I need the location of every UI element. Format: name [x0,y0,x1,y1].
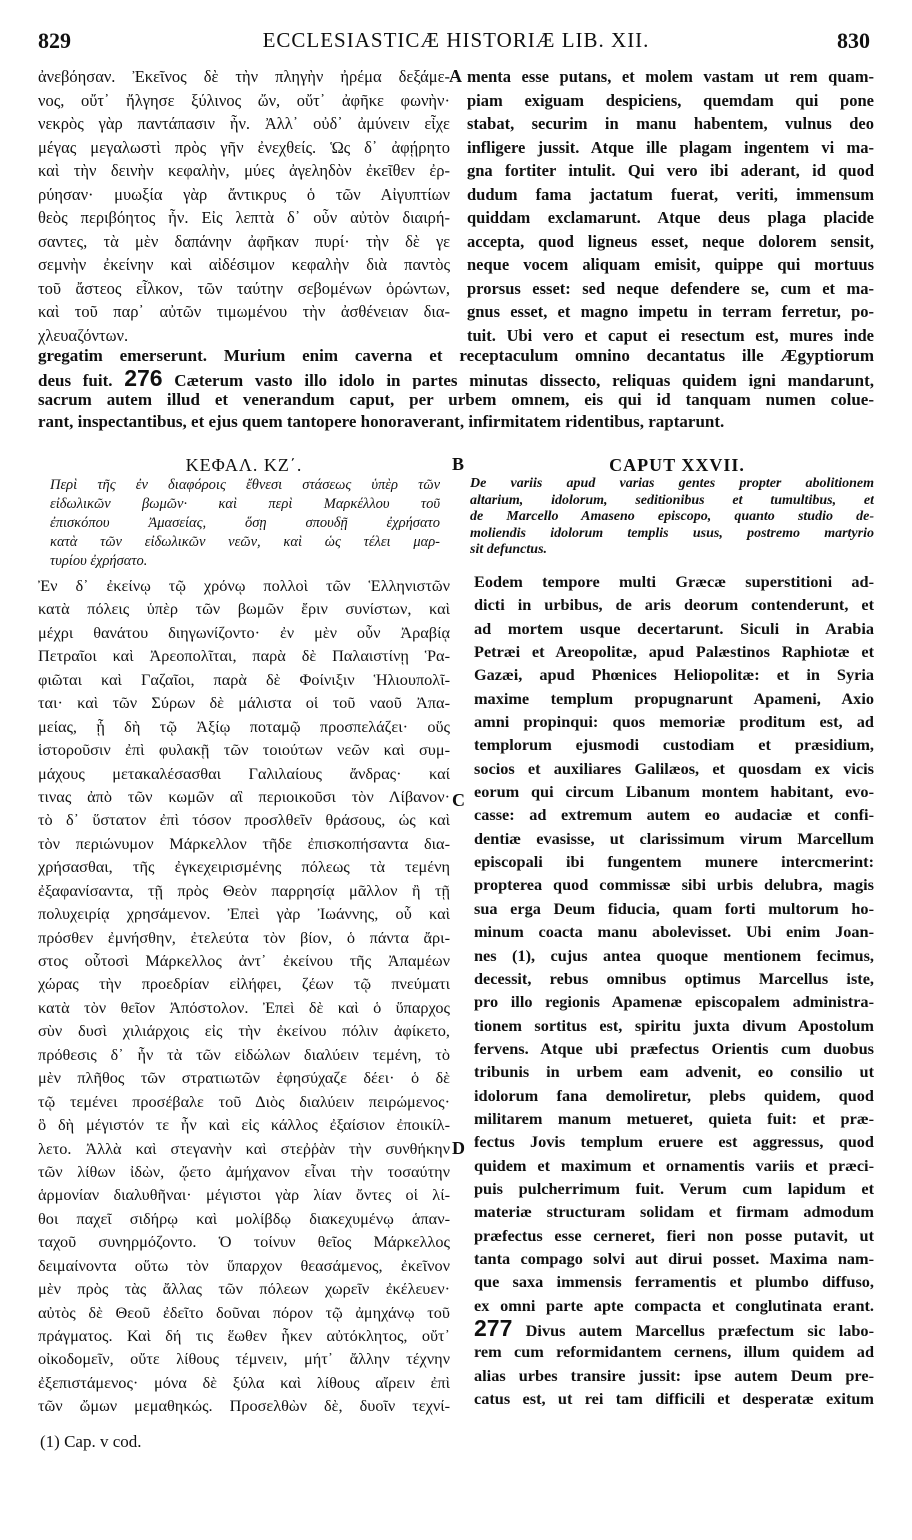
text-line: Περὶ τῆς ἐν διαφόροις ἔθνεσι στάσεως ὑπὲρ τῶν [50,477,440,493]
text-line: Πετραῖοι καὶ Ἀρεοπολῖται, παρὰ δὲ Παλαιστίνῃ Ῥα- [38,646,450,666]
text-line: sit defunctus. [470,542,548,557]
text-line: tionem sortitus est, spiritu juxta divum Apostolum [474,1015,874,1035]
latin-chapter-heading: CAPUT XXVII. [609,455,745,475]
text-line: τὸν περιώνυμον Μάρκελλον τῆδε ἐπισκοπήσαντα δια- [38,833,450,853]
text-line: κατὰ τὸν θεῖον Ἀπόστολον. Ἐπεὶ δὲ καὶ ὁ ὕπαρχος [38,997,450,1017]
margin-marker-d: D [452,1138,465,1158]
text-line: μὲν πρὸς τὰς ἄλλας τῶν πόλεων χωρεῖν ἐκέλευεν· [38,1279,450,1299]
greek-chapter-argument [50,476,440,571]
text-line: ex omni parte apte compacta et conglutinata erant. [474,1295,874,1315]
section-number-277: 277 [474,1317,513,1341]
text-line: minum coacta manu abolevisset. Ubi enim Joan- [474,922,874,942]
full-width-latin-paragraph [38,345,874,433]
text-line: ταχοῦ συνηρμόζοντο. Ὁ τοίνυν θεῖος Μάρκελλος [38,1232,450,1252]
running-title: ECCLESIASTICÆ HISTORIÆ LIB. XII. [262,28,650,52]
text-line: τινας ἀπὸ τῶν κωμῶν αἳ περιοικοῦσι τὸν Λίβανον· [38,786,450,806]
text-line: amni propinqui: quos memoriæ proditum est, ad [474,712,874,732]
text-line: tanta compago solvi aut dirui posset. Maxima nam- [474,1248,874,1268]
greek-column-top [38,65,450,347]
text-line: propterea quod commissæ sibi urbis delubra, magis [474,875,874,895]
text-line: Petræi et Areopolitæ, apud Palæstinos Raphiotæ et [474,642,874,662]
text-line: catus est, ut rei tam difficili et desperatæ exitum [474,1389,874,1409]
text-line: σὺν δυσὶ χιλιάρχοις εἰς τὴν ἐκείνου πόλιν ἀφίκετο, [38,1021,450,1041]
text-line: fectus Jovis templum eruere est aggressus, quod [474,1132,874,1152]
text-line: ρύησαν· μυωξία γὰρ ἄντικρυς ὁ τῶν Αἰγυπτίων [38,184,450,204]
latin-column-main [474,570,874,1410]
text-line: στος οὗτοσὶ Μάρκελλος ἀντ᾽ ἐκείνου τῆς Ἀπαμέων [38,951,450,970]
text-line: φιῶται καὶ Γαζαῖοι, παρὰ δὲ Φοίνιξιν Ἡλιουπολῖ- [38,669,450,689]
text-line: militarem manum metueret, quieta fuit: et præ- [474,1108,874,1128]
text-line: eorum qui circum Libanum montem habitant, evo- [474,782,874,802]
text-line: μέχρι θανάτου διηγωνίζοντο· ἐν μὲν οὖν Ἀραβίᾳ [38,622,450,642]
text-line: αὐτὸς δὲ Θεοῦ ἐδεῖτο δοῦναι πόρον τῷ ἀμηχάνῳ τοῦ [38,1302,450,1322]
text-line: πολυχειρίᾳ χρησάμενον. Ἐπεὶ γὰρ Ἰωάννης, οὗ καὶ [38,904,450,924]
text-line: δειμαίνοντα οὕτω τὸν ὕπαρχον θεασάμενος, ἐκεῖνον [38,1255,450,1275]
text-line: λετο. Ἀλλὰ καὶ στεγανὴν καὶ στεῤῥὰν τὴν συνθήκην [38,1138,450,1158]
text-line: ἱστοροῦσιν ἐπὶ φυλακῇ τῶν τοιούτων νεῶν καὶ συμ- [38,740,450,760]
text-line: stabat, securim in manu habentem, vulnus deo [467,114,874,133]
text-line: moliendis idolorum templis usus, postremo martyrio [470,525,874,541]
section-number-276: 276 [124,367,163,389]
text-line: χρήσασθαι, τῆς ἐγκεχειρισμένης πόλεως τὰ τεμένη [38,857,450,877]
text-line: menta esse putans, et molem vastam ut rem quam- [467,67,874,86]
text-line: θοι παχεῖ σιδήρῳ καὶ μολίβδῳ διακεχυμένῳ ἁπαν- [38,1208,450,1228]
text-line: gna fortiter intulit. Qui vero ibi aderant, id quod [467,161,874,180]
text-line: que saxa immensis ferramentis et plumbo diffuso, [474,1272,874,1292]
text-line: μείας, ᾗ δὴ τῷ Ἀξίῳ ποταμῷ προσπελάζει· οὕς [38,716,450,736]
text-line: casse: ad extremum autem eo audaciæ et confi- [474,805,874,825]
text-line: pro illo regionis Apamenæ episcopalem administra- [474,992,874,1012]
text-line: εἰδωλικῶν βωμῶν· καὶ περὶ Μαρκέλλου τοῦ [50,496,440,512]
margin-marker-b: B [452,454,465,474]
text-line: καὶ τοῦ παρ᾽ αὐτῶν τιμωμένου τὴν ἀσθένειαν δια- [38,302,450,321]
text-line: piam exiguam despiciens, quemdam qui pone [467,90,874,110]
text-line: socios et auxiliares Galilæos, et quosdam ex vicis [474,758,874,778]
left-page-number: 829 [38,28,71,53]
text-line: præfectus esse cerneret, fieri non posse putavit, ut [474,1225,874,1245]
text-line: gregatim emerserunt. Murium enim caverna et receptaculum omnino decantatus ille Ægyptiorum [38,346,874,365]
text-line: κατὰ πόλεις ὑπὲρ τῶν βωμῶν ἔριν συνίστων, καὶ [38,599,450,619]
text-line: nes (1), cujus antea quoque mentionem fecimus, [474,945,874,965]
text-line: τῶν λίθων ἰδὼν, ᾤετο ἀμήχανον εἶναι τὴν τοσαύτην [38,1161,450,1181]
text-line: decessit, rebus omnibus optimus Marcellus iste, [474,968,874,988]
text-line: ἀνεβόησαν. Ἐκεῖνος δὲ τὴν πληγὴν ἠρέμα δεξάμε- [38,67,450,86]
text-line: idolorum fana demoliretur, plebs quidem, quod [474,1085,874,1105]
text-line [38,367,874,389]
text-line: gnus esset, et magno impetu in terram ferretur, po- [467,302,874,321]
text-line [474,1317,874,1340]
text-line: accepta, quod ligneus esset, neque dolorem sensit, [467,231,874,251]
text-line: νος, οὔτ᾽ ἤλγησε ξύλινος ὤν, οὔτ᾽ ἀφῆκε φωνὴν· [38,90,450,110]
text-line: Eodem tempore multi Græcæ superstitioni ad- [474,572,874,591]
text-line: dudum fama jactatum fuerat, veriti, immensum [467,184,874,204]
text-line: dentiæ evasisse, ut clarissimum virum Marcellum [474,828,874,848]
text-line: de Marcello Amaseno episcopo, quanto studio de- [470,509,874,524]
text-line: infligere jussit. Atque ille plagam ingentem vi ma- [467,137,874,157]
text-line: ἐπισκόπου Ἀμασείας, ὅσῃ σπουδῇ ἐχρήσατο [50,515,440,531]
text-line: tribunis in urbem eam advenit, eo consilio ut [474,1062,874,1082]
text-line: τυρίου ἐχρήσατο. [50,553,148,569]
footnote: (1) Cap. v cod. [40,1432,142,1451]
text-line: episcopali ibi fungentem munere intercmerint: [474,852,874,872]
text-line: σεμνὴν ἐκείνην καὶ αἰδέσιμον κεφαλὴν διὰ παντὸς [38,255,450,274]
text-line: Gazæi, apud Phœnices Heliopolitæ: et in Syria [474,665,874,685]
text-fragment: deus fuit. [38,371,113,389]
text-line: prorsus esset: sed neque defendere se, cum et ma- [467,278,874,298]
margin-marker-a: A [449,66,462,86]
text-line: quiddam exclamarunt. Atque deus plaga placide [467,208,874,227]
text-line: puis pulcherrimum fuit. Verum cum lapidum et [474,1178,874,1198]
text-line: sua erga Deum fiducia, quam forti multorum ho- [474,898,874,918]
text-line: ἐξεπιστάμενος· μόνα δὲ ξύλα καὶ λίθους αἴρειν ἐπὶ [38,1372,450,1392]
right-page-number: 830 [837,28,870,53]
text-line: τῷ τεμένει προσέβαλε τοῦ Διὸς διαλύειν πειρώμενος· [38,1091,450,1111]
text-line: maxime templum propugnarunt Apameni, Axio [474,688,874,708]
text-line: ται· καὶ τῶν Σύρων δὲ μάλιστα οἱ τοῦ ναοῦ Ἀπα- [38,693,450,713]
text-line: altarium, idolorum, seditionibus et tumultibus, et [470,492,874,508]
text-line: νεκρὸς γὰρ παντάπασιν ἦν. Ἀλλ᾽ οὐδ᾽ ἀμύνειν εἶχε [38,114,450,133]
text-fragment: Divus autem Marcellus præfectum sic labo- [525,1321,874,1340]
text-line: fervens. Atque ubi præfectus Orientis cum duobus [474,1038,874,1058]
latin-chapter-argument [470,476,874,559]
text-line: καὶ τὴν δεινὴν κεφαλὴν, μύες ἀγεληδὸν ἐκεῖθεν ἐρ- [38,161,450,180]
text-line: τοῦ ἄστεος εἷλκον, τῶν ταύτην σεβομένων ὁρώντων, [38,278,450,298]
text-line: ἐξαφανίσαντα, τῇ πρὸς Θεὸν παρρησίᾳ μᾶλλον ἢ τῇ [38,880,450,900]
text-line: ad mortem usque decertarunt. Siculi in Arabia [474,618,874,638]
text-line: rem cum reformidantem cernens, illum quidem ad [474,1342,874,1362]
text-line: tuit. Ubi vero et caput ei resectum est, mures inde [467,325,874,345]
greek-column-main [38,574,450,1418]
text-line: dicti in urbibus, de aris deorum contenderunt, et [474,595,874,615]
margin-marker-c: C [452,790,465,810]
text-line: quidem et maximum et ornamentis variis et præci- [474,1155,874,1175]
text-line: μὲν πλῆθος τῶν στρατιωτῶν ἐφησύχαζε δέει· ὁ δὲ [38,1068,450,1088]
text-line: alias urbes transire jussit: ipse autem Deum pre- [474,1365,874,1385]
text-line: rant, inspectantibus, et ejus quem tantopere honoraverant, infirmitatem ridentibus, raptarunt. [38,412,725,431]
text-line: θεὸς περιβόητος ἦν. Εἰς λεπτὰ δ᾽ οὖν αὐτὸν διαιρή- [38,208,450,227]
text-line: materiæ structuram solidam et firmam admodum [474,1202,874,1222]
text-line: templorum ejusmodi custodiam et præsidium, [474,735,874,755]
text-line: τὸ δ᾽ ὕστατον ἐπὶ τόσον προσλθεῖν θράσους, ὡς καὶ [38,810,450,830]
latin-column-top [467,65,874,347]
text-line: σαντες, τὰ μὲν δαπάνην ἀφῆκαν πυρί· τὴν δὲ γε [38,231,450,251]
text-line: ἁρμονίαν διαλυθῆναι· μέγιστοι γὰρ λίαν ὄντες οἱ λί- [38,1185,450,1205]
text-line: τῶν ὤμων μεμαθηκώς. Προσελθὼν δὲ, δυοῖν τεχνί- [38,1396,450,1416]
text-fragment: Cæterum vasto illo idolo in partes minutas dissecto, reliquas quidem igni mandarunt, [174,371,874,389]
text-line: πρόθεσις δ᾽ ἦν τὰ τῶν εἰδώλων διαλύειν τεμένη, τὸ [38,1044,450,1064]
text-line: πρόσθεν ἐμνήσθην, ἐτελεύτα τὸν βίον, ὁ πάντα ἄρι- [38,927,450,947]
text-line: De variis apud varias gentes propter abolitionem [470,476,874,491]
text-line: χώρας τὴν προεδρίαν εἰλήφει, ζέων τῷ πνεύματι [38,974,450,994]
text-line: Ἐν δ᾽ ἐκείνῳ τῷ χρόνῳ πολλοὶ τῶν Ἑλληνιστῶν [38,576,450,595]
text-line: οἰκοδομεῖν, οὔτε λίθους τέμνειν, μήτ᾽ ἄλλην τέχνην [38,1349,450,1369]
text-line: μέγας μεγαλωστὶ πρὸς γῆν ἐνεχθείς. Ὡς δ᾽ ἀφῄρητο [38,137,450,157]
text-line: μάχους μετακαλέσασθαι Γαλιλαίους ἄνδρας· καί [38,763,450,783]
greek-chapter-heading: ΚΕΦΑΛ. ΚΖ΄. [185,455,303,475]
text-line: κατὰ τῶν εἰδωλικῶν νεῶν, καὶ ὡς τέλει μαρ- [50,534,440,550]
text-line: sacrum autem illud et venerandum caput, per urbem omnem, eis qui id tanquam numen colue- [38,390,874,409]
text-line: neque vocem aliquam emisit, quippe qui mortuus [467,255,874,274]
text-line: χλευαζόντων. [38,325,129,345]
text-line: ὃ δὴ μέγιστόν τε ἦν καὶ εἰς κάλλος ἐξαίσιον ἐποικίλ- [38,1115,450,1135]
text-line: πράγματος. Καὶ δή τις ἕωθεν ἧκεν αὐτόκλητος, οὔτ᾽ [38,1326,450,1345]
